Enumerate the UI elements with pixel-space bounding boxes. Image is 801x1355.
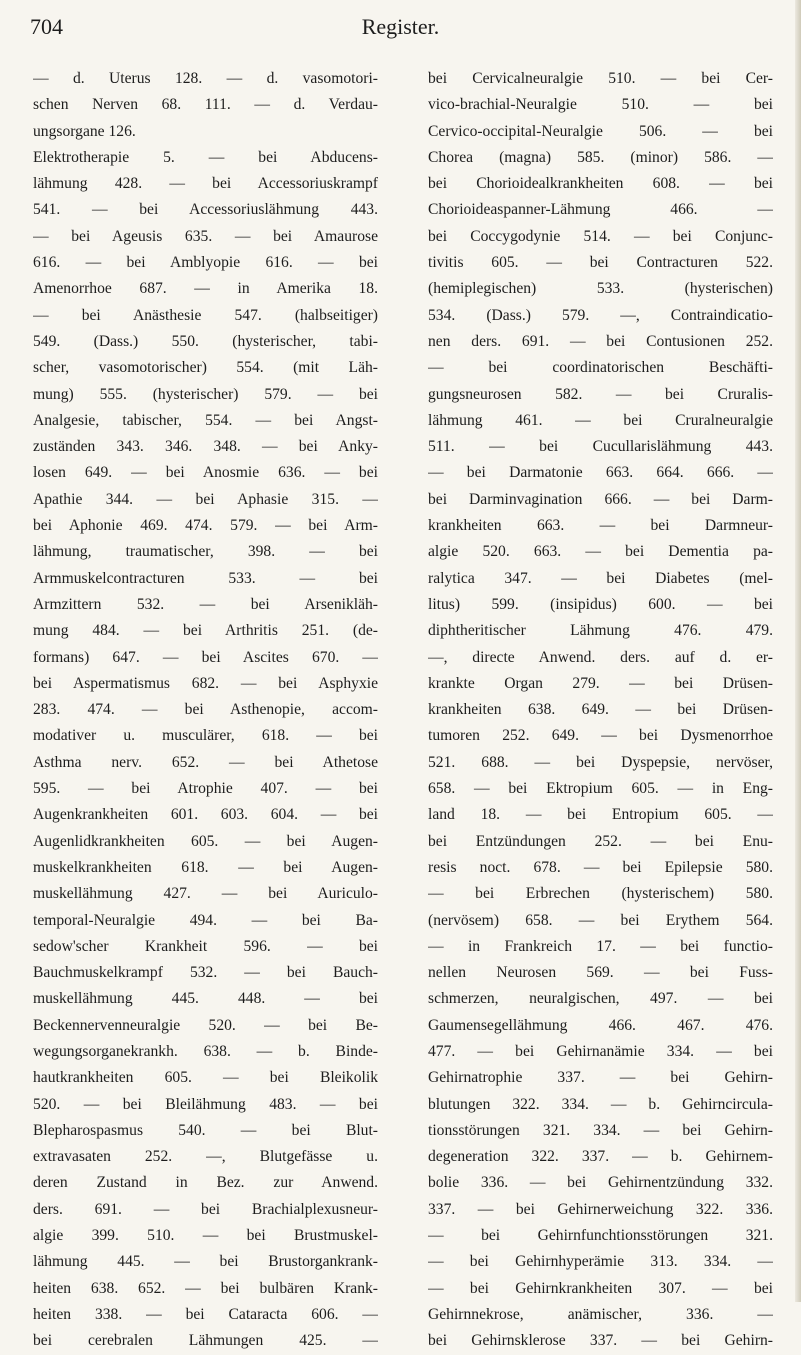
index-line: — bei Darmatonie 663. 664. 666. — [428, 464, 773, 482]
index-line: lähmung 428. — bei Accessoriuskrampf [33, 175, 378, 193]
index-line: formans) 647. — bei Ascites 670. — [33, 648, 378, 666]
index-line: 337. — bei Gehirnerweichung 322. 336. [428, 1200, 773, 1218]
index-line: mung) 555. (hysterischer) 579. — bei [33, 385, 378, 403]
index-line: Gehirnatrophie 337. — bei Gehirn- [428, 1069, 773, 1087]
index-line: Chorea (magna) 585. (minor) 586. — [428, 148, 773, 166]
index-line: scher, vasomotorischer) 554. (mit Läh- [33, 359, 378, 377]
index-line: Cervico-occipital-Neuralgie 506. — bei [428, 122, 773, 140]
index-line: Amenorrhoe 687. — in Amerika 18. [33, 280, 378, 298]
index-line: — bei Gehirnfunchtionsstörungen 321. [428, 1227, 773, 1245]
index-line: extravasaten 252. —, Blutgefässe u. [33, 1148, 378, 1166]
index-line: blutungen 322. 334. — b. Gehirncircula- [428, 1095, 773, 1113]
index-line: hautkrankheiten 605. — bei Bleikolik [33, 1069, 378, 1087]
index-line: lähmung, traumatischer, 398. — bei [33, 543, 378, 561]
index-line: temporal-Neuralgie 494. — bei Ba- [33, 911, 378, 929]
index-line: bolie 336. — bei Gehirnentzündung 332. [428, 1174, 773, 1192]
index-line: deren Zustand in Bez. zur Anwend. [33, 1174, 378, 1192]
index-line: Gaumensegellähmung 466. 467. 476. [428, 1016, 773, 1034]
index-line: Apathie 344. — bei Aphasie 315. — [33, 490, 378, 508]
index-line: wegungsorganekrankh. 638. — b. Binde- [33, 1042, 378, 1060]
index-line: 477. — bei Gehirnanämie 334. — bei [428, 1042, 773, 1060]
index-line: — bei Erbrechen (hysterischem) 580. [428, 885, 773, 903]
index-line: 595. — bei Atrophie 407. — bei [33, 780, 378, 798]
index-line: vico-brachial-Neuralgie 510. — bei [428, 96, 773, 114]
index-line: muskelkrankheiten 618. — bei Augen- [33, 858, 378, 876]
index-line: Gehirnnekrose, anämischer, 336. — [428, 1305, 773, 1323]
index-line: Blepharospasmus 540. — bei Blut- [33, 1121, 378, 1139]
index-line: degeneration 322. 337. — b. Gehirnem- [428, 1148, 773, 1166]
index-line: bei cerebralen Lähmungen 425. — [33, 1332, 378, 1350]
index-line: bei Aspermatismus 682. — bei Asphyxie [33, 674, 378, 692]
index-line: — bei Gehirnkrankheiten 307. — bei [428, 1279, 773, 1297]
index-line: gungsneurosen 582. — bei Cruralis- [428, 385, 773, 403]
right-column [428, 66, 773, 1355]
index-line: 521. 688. — bei Dyspepsie, nervöser, [428, 753, 773, 771]
index-line: 541. — bei Accessoriuslähmung 443. [33, 201, 378, 219]
index-line: 511. — bei Cucullarislähmung 443. [428, 438, 773, 456]
index-line: Armmuskelcontracturen 533. — bei [33, 569, 378, 587]
index-line: heiten 638. 652. — bei bulbären Krank- [33, 1279, 378, 1297]
index-line: 658. — bei Ektropium 605. — in Eng- [428, 780, 773, 798]
index-line: Elektrotherapie 5. — bei Abducens- [33, 148, 378, 166]
index-line: ralytica 347. — bei Diabetes (mel- [428, 569, 773, 587]
index-line: Chorioideaspanner-Lähmung 466. — [428, 201, 773, 219]
index-line: resis noct. 678. — bei Epilepsie 580. [428, 858, 773, 876]
index-line: mung 484. — bei Arthritis 251. (de- [33, 622, 378, 640]
index-line: tumoren 252. 649. — bei Dysmenorrhoe [428, 727, 773, 745]
index-line: (nervösem) 658. — bei Erythem 564. [428, 911, 773, 929]
index-line: (hemiplegischen) 533. (hysterischen) [428, 280, 773, 298]
index-line: schmerzen, neuralgischen, 497. — bei [428, 990, 773, 1008]
index-line: ders. 691. — bei Brachialplexusneur- [33, 1200, 378, 1218]
index-line: 534. (Dass.) 579. —, Contraindicatio- [428, 306, 773, 324]
index-line: lähmung 445. — bei Brustorgankrank- [33, 1253, 378, 1271]
index-line: krankte Organ 279. — bei Drüsen- [428, 674, 773, 692]
index-line: Augenkrankheiten 601. 603. 604. — bei [33, 806, 378, 824]
index-line: zuständen 343. 346. 348. — bei Anky- [33, 438, 378, 456]
index-line: 283. 474. — bei Asthenopie, accom- [33, 701, 378, 719]
index-line: — in Frankreich 17. — bei functio- [428, 937, 773, 955]
index-line: diphtheritischer Lähmung 476. 479. [428, 622, 773, 640]
index-line: bei Coccygodynie 514. — bei Conjunc- [428, 227, 773, 245]
index-line: bei Gehirnsklerose 337. — bei Gehirn- [428, 1332, 773, 1350]
index-line: bei Cervicalneuralgie 510. — bei Cer- [428, 70, 773, 87]
index-line: —, directe Anwend. ders. auf d. er- [428, 648, 773, 666]
index-line: bei Aphonie 469. 474. 579. — bei Arm- [33, 517, 378, 535]
index-line: schen Nerven 68. 111. — d. Verdau- [33, 96, 378, 114]
index-line: muskellähmung 445. 448. — bei [33, 990, 378, 1008]
index-line: lähmung 461. — bei Cruralneuralgie [428, 411, 773, 429]
index-line: — bei coordinatorischen Beschäfti- [428, 359, 773, 377]
index-line: Bauchmuskelkrampf 532. — bei Bauch- [33, 964, 378, 982]
index-line: ungsorgane 126. [33, 122, 136, 140]
left-column [33, 66, 378, 1355]
index-line: bei Chorioidealkrankheiten 608. — bei [428, 175, 773, 193]
index-line: — d. Uterus 128. — d. vasomotori- [33, 70, 378, 87]
index-line: sedow'scher Krankheit 596. — bei [33, 937, 378, 955]
index-line: — bei Anästhesie 547. (halbseitiger) [33, 306, 378, 324]
index-line: litus) 599. (insipidus) 600. — bei [428, 595, 773, 613]
index-line: muskellähmung 427. — bei Auriculo- [33, 885, 378, 903]
page-number: 704 [30, 14, 63, 39]
index-line: nen ders. 691. — bei Contusionen 252. [428, 332, 773, 350]
index-line: bei Darminvagination 666. — bei Darm- [428, 490, 773, 508]
index-line: bei Entzündungen 252. — bei Enu- [428, 832, 773, 850]
index-line: tivitis 605. — bei Contracturen 522. [428, 254, 773, 272]
index-line: krankheiten 663. — bei Darmneur- [428, 517, 773, 535]
index-line: krankheiten 638. 649. — bei Drüsen- [428, 701, 773, 719]
index-line: Beckennervenneuralgie 520. — bei Be- [33, 1016, 378, 1034]
index-line: modativer u. musculärer, 618. — bei [33, 727, 378, 745]
page-edge [795, 0, 801, 1302]
index-line: tionsstörungen 321. 334. — bei Gehirn- [428, 1121, 773, 1139]
running-header: Register. [361, 14, 440, 39]
index-line: 616. — bei Amblyopie 616. — bei [33, 254, 378, 272]
index-line: 520. — bei Bleilähmung 483. — bei [33, 1095, 378, 1113]
index-line: Armzittern 532. — bei Arsenikläh- [33, 595, 378, 613]
index-line: nellen Neurosen 569. — bei Fuss- [428, 964, 773, 982]
index-line: Analgesie, tabischer, 554. — bei Angst- [33, 411, 378, 429]
index-line: — bei Gehirnhyperämie 313. 334. — [428, 1253, 773, 1271]
index-line: algie 399. 510. — bei Brustmuskel- [33, 1227, 378, 1245]
index-line: land 18. — bei Entropium 605. — [428, 806, 773, 824]
index-line: Augenlidkrankheiten 605. — bei Augen- [33, 832, 378, 850]
index-line: — bei Ageusis 635. — bei Amaurose [33, 227, 378, 245]
index-line: 549. (Dass.) 550. (hysterischer, tabi- [33, 332, 378, 350]
index-line: heiten 338. — bei Cataracta 606. — [33, 1305, 378, 1323]
index-line: Asthma nerv. 652. — bei Athetose [33, 753, 378, 771]
index-line: losen 649. — bei Anosmie 636. — bei [33, 464, 378, 482]
index-line: algie 520. 663. — bei Dementia pa- [428, 543, 773, 561]
